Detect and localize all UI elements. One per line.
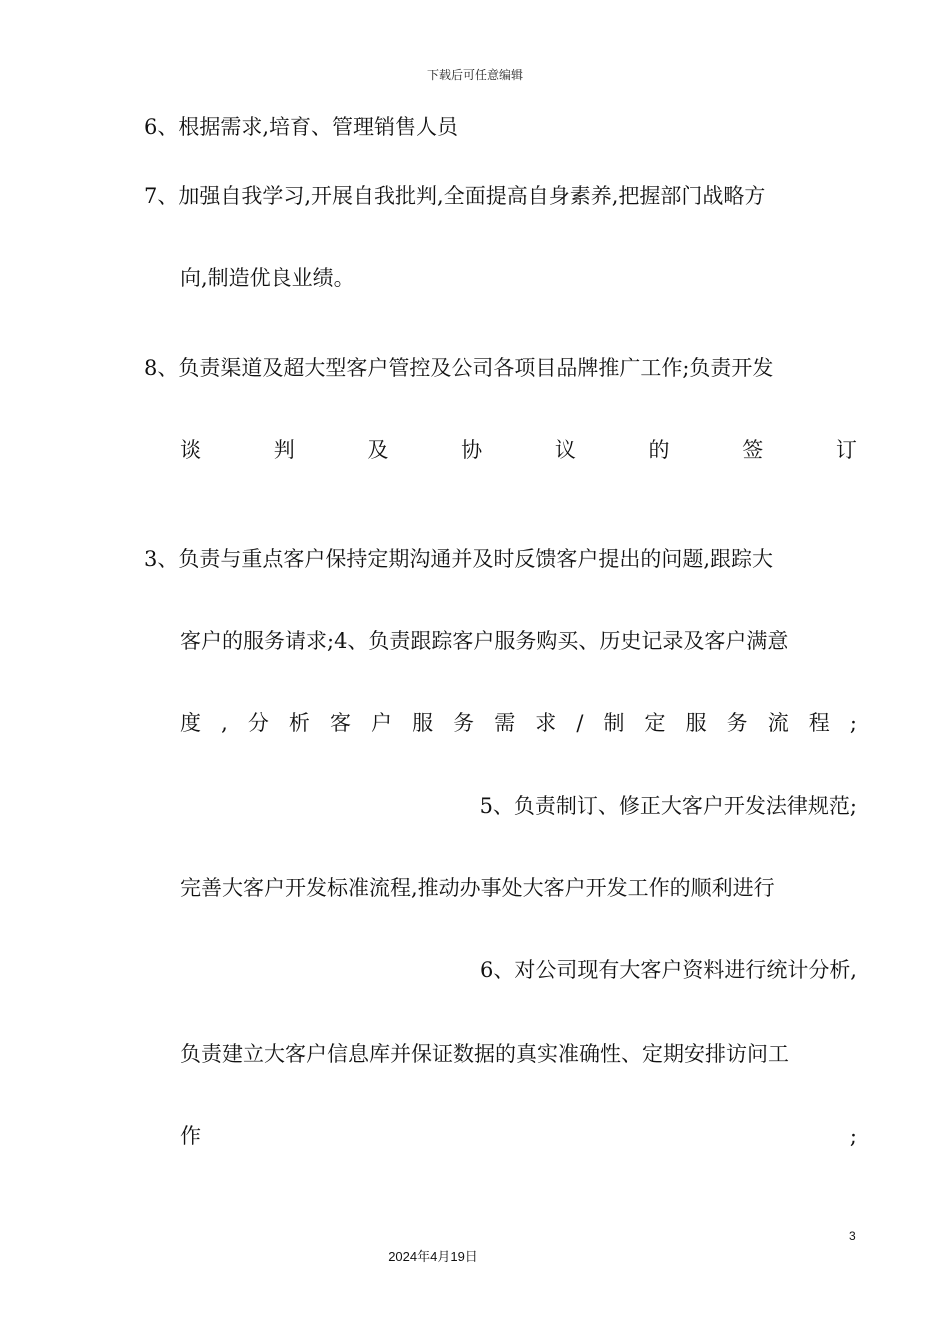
justified-char: 制 — [603, 711, 625, 735]
justified-char: 户 — [371, 711, 392, 735]
body-line-3: 向,制造优良业绩。 — [180, 266, 355, 290]
justified-char: 客 — [329, 711, 351, 735]
body-line-9: 5、负责制订、修正大客户开发法律规范; — [479, 794, 857, 818]
body-line-7: 客户的服务请求;4、负责跟踪客户服务购买、历史记录及客户满意 — [180, 629, 789, 653]
justified-char: ; — [849, 1124, 857, 1148]
justified-char: 分 — [247, 711, 269, 735]
body-line-10: 完善大客户开发标准流程,推动办事处大客户开发工作的顺利进行 — [180, 876, 775, 900]
page-header: 下载后可任意编辑 — [426, 68, 523, 82]
justified-char: 务 — [726, 711, 748, 735]
justified-char: 服 — [685, 711, 707, 735]
body-line-1: 6、根据需求,培育、管理销售人员 — [144, 115, 459, 139]
justified-char: 的 — [648, 438, 670, 462]
justified-char: / — [576, 711, 584, 735]
body-line-2: 7、加强自我学习,开展自我批判,全面提高自身素养,把握部门战略方 — [144, 184, 766, 208]
justified-char: 定 — [644, 711, 666, 735]
justified-char: 议 — [554, 438, 576, 462]
justified-char: 务 — [453, 711, 475, 735]
body-line-13-justified — [180, 1122, 857, 1150]
justified-char: 流 — [767, 711, 789, 735]
justified-char: 协 — [461, 438, 483, 462]
justified-char: , — [221, 711, 228, 735]
page-number: 3 — [849, 1229, 856, 1243]
body-line-11: 6、对公司现有大客户资料进行统计分析, — [479, 958, 857, 982]
justified-char: 服 — [412, 711, 434, 735]
justified-char: ; — [849, 711, 857, 735]
justified-char: 析 — [288, 711, 310, 735]
footer-date: 2024年4月19日 — [388, 1249, 478, 1264]
justified-char: 谈 — [180, 438, 201, 462]
justified-char: 求 — [535, 711, 557, 735]
body-line-6: 3、负责与重点客户保持定期沟通并及时反馈客户提出的问题,跟踪大 — [144, 547, 774, 571]
justified-char: 订 — [835, 438, 857, 462]
justified-char: 及 — [367, 438, 389, 462]
justified-char: 判 — [273, 438, 295, 462]
body-line-4: 8、负责渠道及超大型客户管控及公司各项目品牌推广工作;负责开发 — [144, 356, 774, 380]
justified-char: 度 — [180, 711, 201, 735]
justified-char: 需 — [494, 711, 516, 735]
justified-char: 程 — [808, 711, 830, 735]
justified-char: 签 — [742, 438, 764, 462]
body-line-12: 负责建立大客户信息库并保证数据的真实准确性、定期安排访问工 — [180, 1042, 789, 1066]
body-line-8-justified — [180, 709, 857, 737]
justified-char: 作 — [180, 1124, 201, 1148]
body-line-5-justified — [180, 436, 857, 464]
